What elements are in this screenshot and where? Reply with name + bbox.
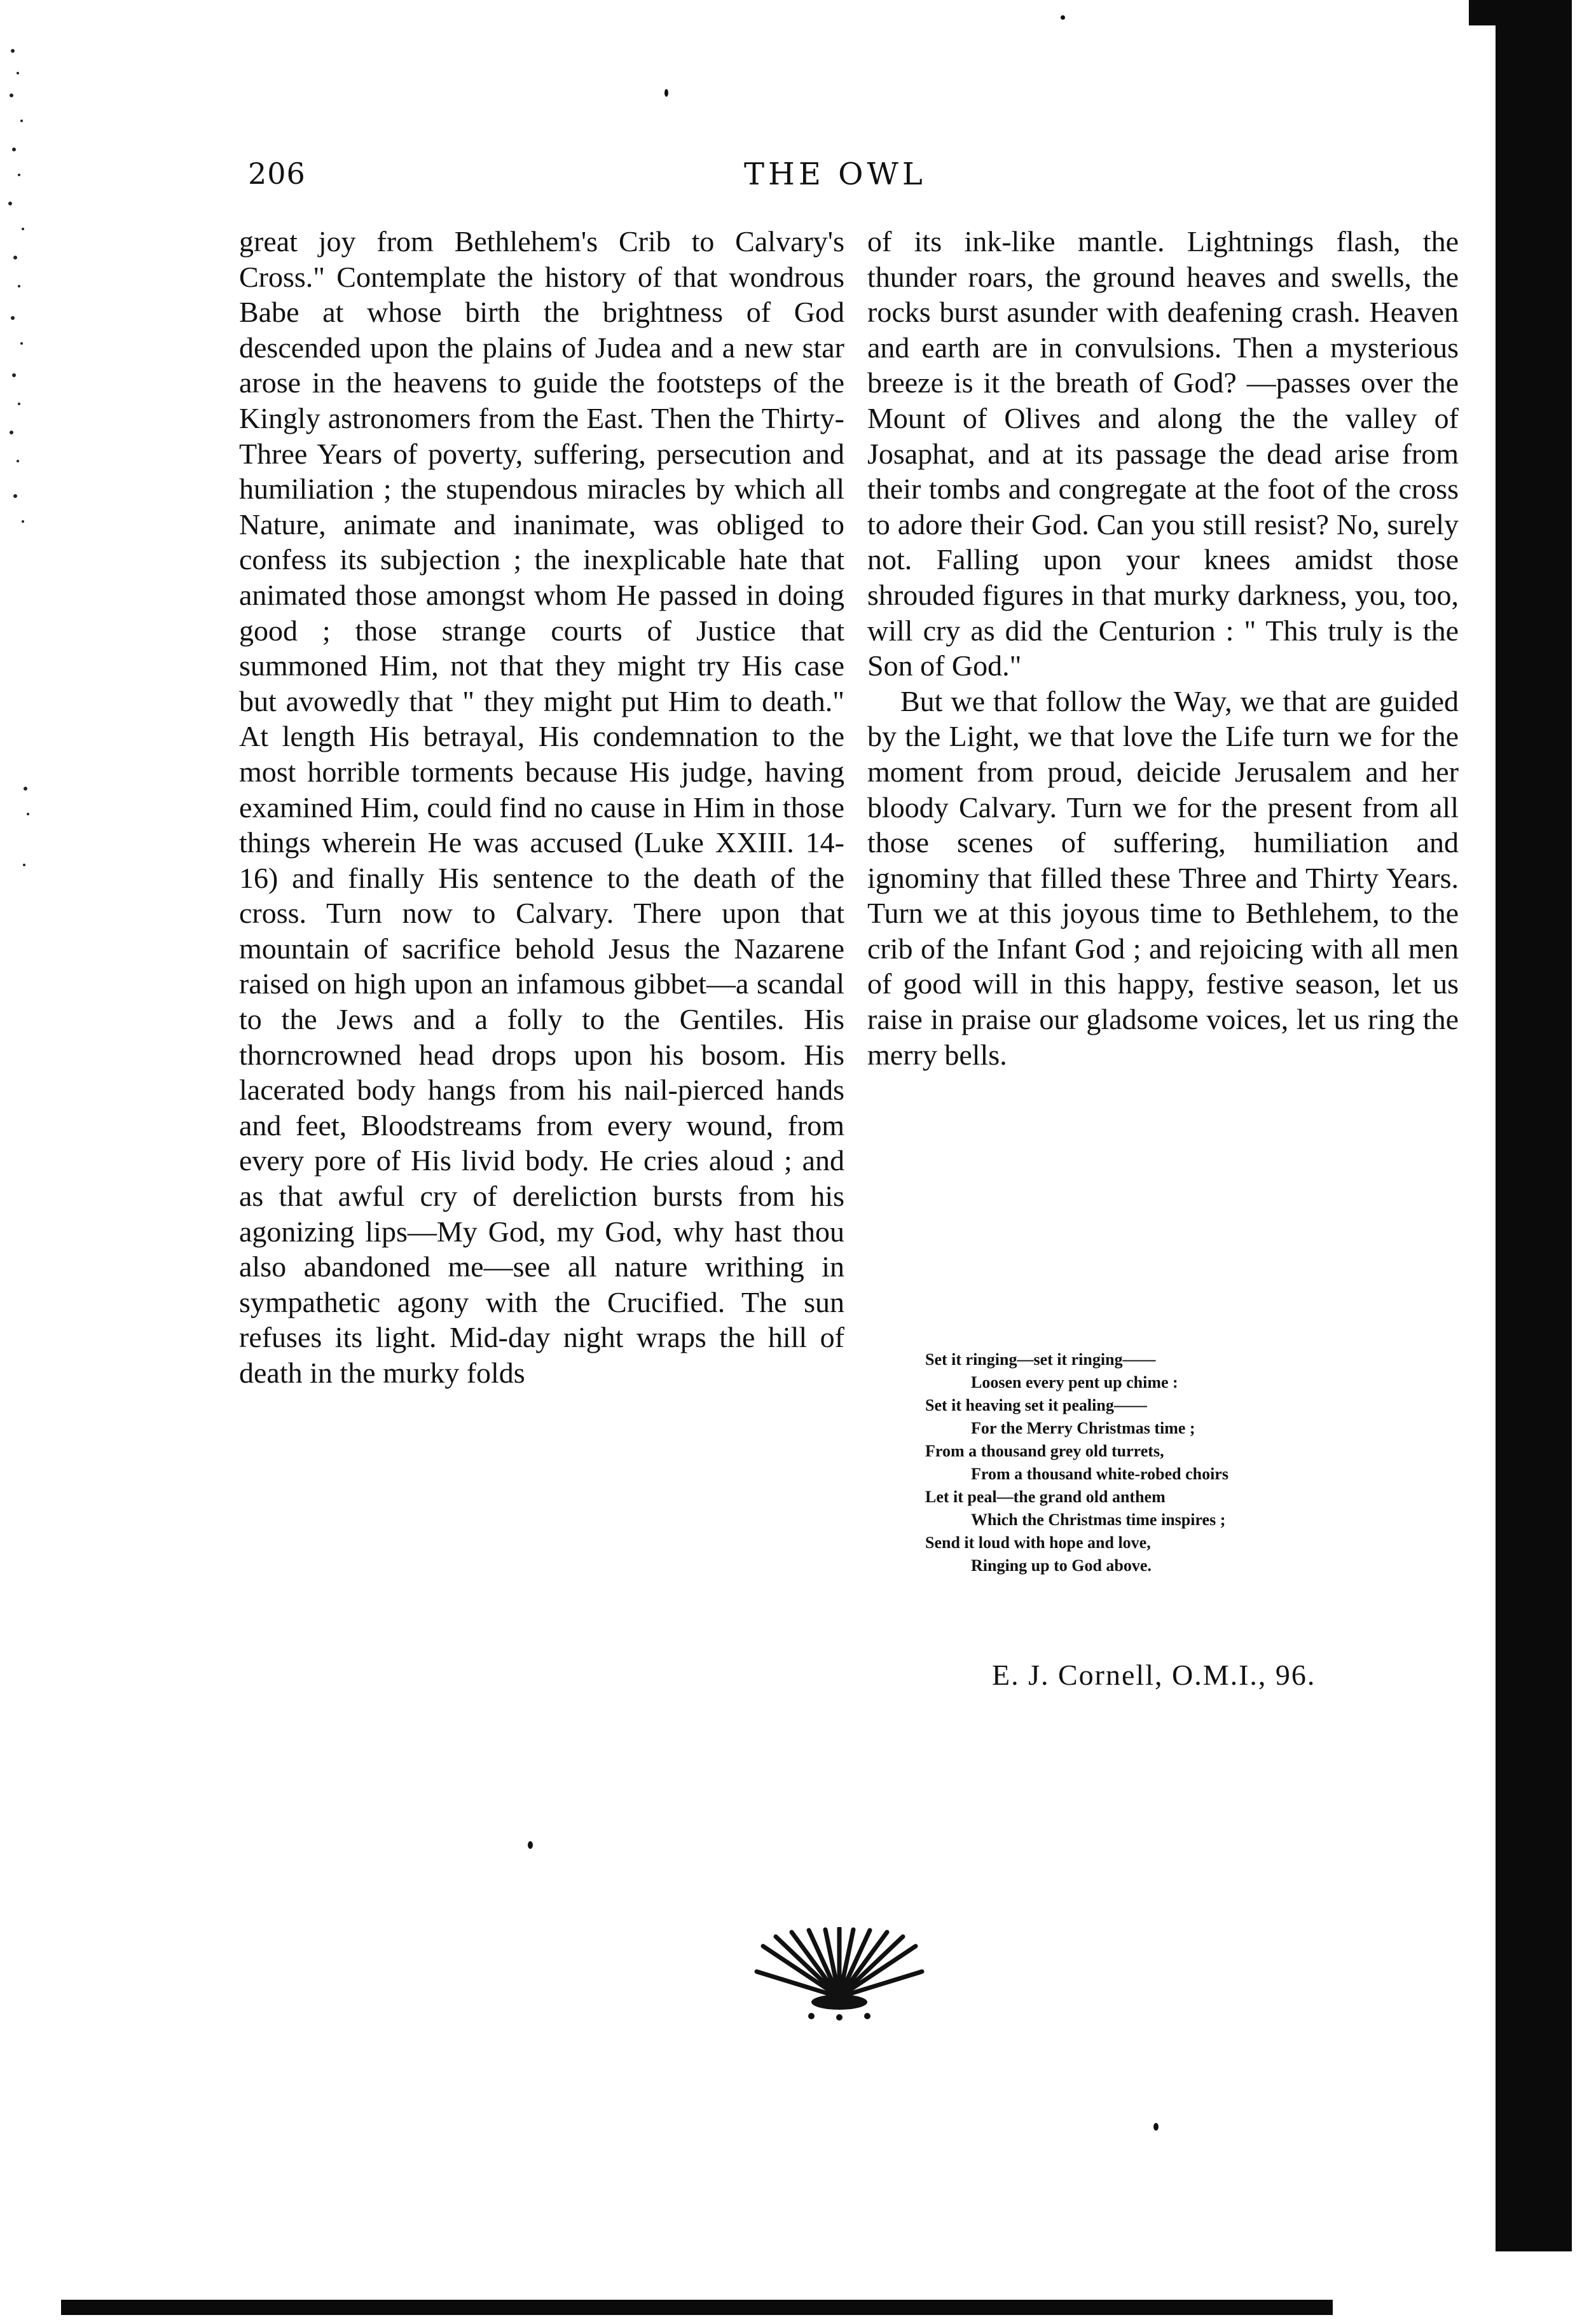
left-paragraph-1: great joy from Bethlehem's Crib to Calvary's Cross." Contemplate the history of that wondrous Babe at whose birth the brightness of God descended upon the plains of Judea and a new star arose in the heavens to guide the footsteps of the Kingly astronomers from the East. Then the Thirty-Three Years of poverty, suffering, persecution and humiliation ; the stupendous miracles by which all Nature, animate and inanimate, was obliged to confess its subjection ; the inexplicable hate that animated those amongst whom He passed in doing good ; those strange courts of Justice that summoned Him, not that they might try His case but avowedly that " they might put Him to death." At length His betrayal, His condemnation to the most horrible torments because His judge, having examined Him, could find no cause in Him in those things wherein He was accused (Luke XXIII. 14-16) and finally His sentence to the death of the cross. Turn now to Calvary. There upon that mountain of sacrifice behold Jesus the Nazarene raised on high upon an infamous gibbet—a scandal to the Jews and a folly to the Gentiles. His thorncrowned head drops upon his bosom. His lacerated body hangs from his nail-pierced hands and feet, Bloodstreams from every wound, from every pore of His livid body. He cries aloud ; and as that awful cry of dereliction bursts from his agonizing lips—My God, my God, why hast thou also abandoned me—see all nature writhing in sympathetic agony with the Crucified. The sun refuses its light. Mid-day night wraps the hill of death in the murky folds [239, 225, 844, 1389]
stray-dot [1153, 2123, 1159, 2131]
poem-line: Loosen every pent up chime : [971, 1373, 1178, 1392]
right-paragraph-1: of its ink-like mantle. Lightnings flash, the thunder roars, the ground heaves and swells, the rocks burst asunder with deafening crash. Heaven and earth are in convulsions. Then a mysterious breeze is it the breath of God? —passes over the Mount of Olives and along the the valley of Josaphat, and at its passage the dead arise from their tombs and congregate at the foot of the cross to adore their God. Can you still resist? No, surely not. Falling upon your knees amidst those shrouded figures in that murky darkness, you, too, will cry as did the Centurion : " This truly is the Son of God." [867, 225, 1459, 682]
left-column [239, 224, 844, 1391]
stray-dot [664, 89, 668, 97]
stray-dot [1061, 15, 1065, 20]
page-edge-bar [1496, 0, 1572, 2251]
right-paragraph-2: But we that follow the Way, we that are guided by the Light, we that love the Life turn we for the moment from proud, deicide Jerusalem and her bloody Calvary. Turn we for the present from all those scenes of suffering, humiliation and ignominy that filled these Three and Thirty Years. Turn we at this joyous time to Bethlehem, to the crib of the Infant God ; and rejoicing with all men of good will in this happy, festive season, let us raise in praise our gladsome voices, let us ring the merry bells. [867, 684, 1459, 1071]
page-header [248, 156, 1138, 201]
poem-line: From a thousand grey old turrets, [925, 1442, 1164, 1460]
right-column [867, 224, 1459, 1072]
poem-line: From a thousand white-robed choirs [971, 1465, 1228, 1483]
bottom-rule [61, 2300, 1333, 2315]
author-signature: E. J. Cornell, O.M.I., 96. [992, 1659, 1316, 1691]
poem-line: Send it loud with hope and love, [925, 1533, 1151, 1552]
margin-specks [0, 38, 70, 929]
poem-line: Let it peal—the grand old anthem [925, 1488, 1166, 1506]
poem-line: Set it heaving set it pealing—— [925, 1396, 1147, 1414]
running-title: THE OWL [744, 156, 926, 192]
poem-line: Set it ringing—set it ringing—— [925, 1350, 1156, 1369]
poem-line: Which the Christmas time inspires ; [971, 1510, 1226, 1529]
poem [925, 1348, 1370, 1577]
page-number: 206 [248, 156, 306, 191]
fleuron-ornament-icon [750, 1927, 928, 2022]
poem-line: Ringing up to God above. [971, 1556, 1152, 1575]
poem-line: For the Merry Christmas time ; [971, 1419, 1195, 1437]
stray-dot [528, 1841, 533, 1849]
